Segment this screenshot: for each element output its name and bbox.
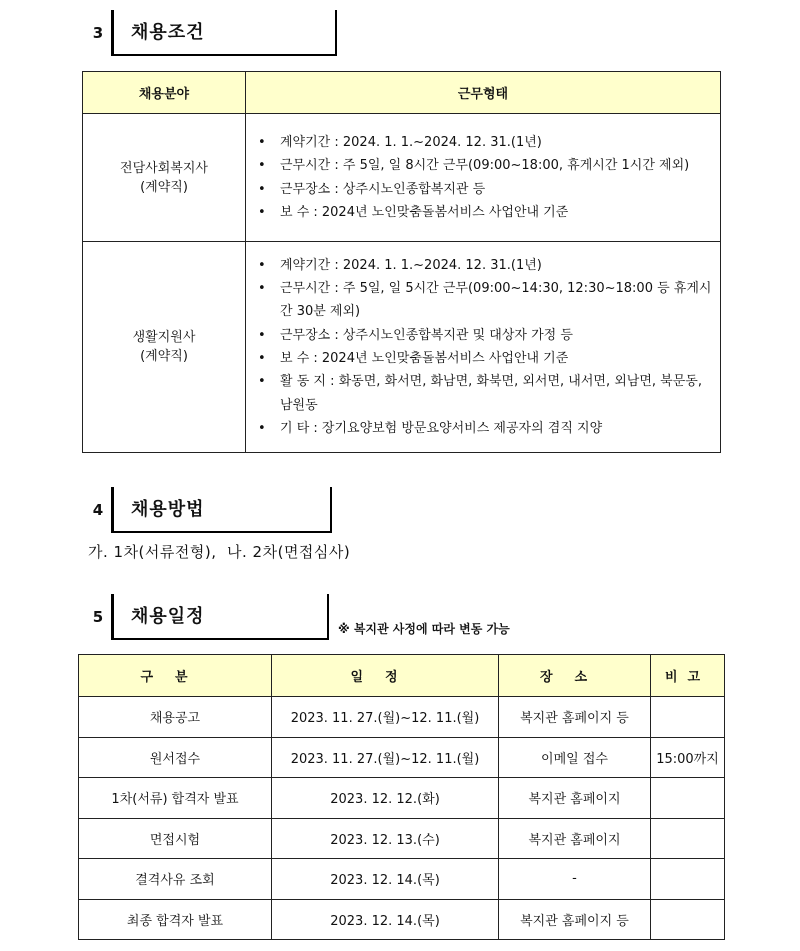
table-row — [83, 242, 721, 453]
table-header-row — [83, 72, 721, 114]
list-item: • 근무장소 : 상주시노인종합복지관 및 대상자 가정 등 — [258, 324, 712, 347]
list-item: • 보 수 : 2024년 노인맞춤돌봄서비스 사업안내 기준 — [258, 201, 712, 224]
header-place: 장소 — [499, 655, 651, 697]
header-category: 구분 — [79, 655, 272, 697]
method-text: 가. 1차(서류전형), 나. 2차(면접심사) — [88, 543, 351, 561]
list-item: • 근무시간 : 주 5일, 일 8시간 근무(09:00~18:00, 휴게시간 1시간 제외) — [258, 154, 712, 177]
table-header-row — [79, 655, 725, 697]
section-title: 채용방법 — [131, 499, 205, 520]
section-4-heading — [85, 487, 332, 533]
table-row: 1차(서류) 합격자 발표 2023. 12. 12.(화) 복지관 홈페이지 — [79, 778, 725, 819]
section-number: 3 — [92, 24, 104, 42]
schedule-table — [78, 654, 725, 940]
section-number: 5 — [92, 608, 104, 626]
table-row: 원서접수 2023. 11. 27.(월)~12. 11.(월) 이메일 접수 15:00까지 — [79, 737, 725, 778]
header-field: 채용분야 — [83, 72, 246, 114]
table-row: 결격사유 조회 2023. 12. 14.(목) - — [79, 859, 725, 900]
employment-conditions-table — [82, 71, 721, 453]
list-item: • 보 수 : 2024년 노인맞춤돌봄서비스 사업안내 기준 — [258, 347, 712, 370]
list-item: • 활 동 지 : 화동면, 화서면, 화남면, 화북면, 외서면, 내서면, 외남면, 북문동, 남원동 — [258, 370, 712, 417]
section-title: 채용일정 — [131, 606, 205, 627]
section-5-heading — [85, 594, 329, 640]
list-item: • 근무시간 : 주 5일, 일 5시간 근무(09:00~14:30, 12:30~18:00 등 휴게시간 30분 제외) — [258, 277, 712, 324]
work-type-cell — [246, 242, 721, 453]
table-row: 채용공고 2023. 11. 27.(월)~12. 11.(월) 복지관 홈페이지 등 — [79, 697, 725, 738]
section-3-heading — [85, 10, 337, 56]
schedule-note: ※ 복지관 사정에 따라 변동 가능 — [338, 622, 510, 636]
section-number: 4 — [92, 501, 104, 519]
header-remarks: 비고 — [651, 655, 725, 697]
section-title: 채용조건 — [131, 22, 205, 43]
table-row: 최종 합격자 발표 2023. 12. 14.(목) 복지관 홈페이지 등 — [79, 899, 725, 940]
work-type-cell — [246, 114, 721, 242]
list-item: • 기 타 : 장기요양보험 방문요양서비스 제공자의 겸직 지양 — [258, 417, 712, 440]
field-cell: 전담사회복지사 (계약직) — [83, 114, 246, 242]
table-row: 면접시험 2023. 12. 13.(수) 복지관 홈페이지 — [79, 818, 725, 859]
field-cell: 생활지원사 (계약직) — [83, 242, 246, 453]
table-row — [83, 114, 721, 242]
list-item: • 계약기간 : 2024. 1. 1.~2024. 12. 31.(1년) — [258, 131, 712, 154]
header-schedule: 일정 — [272, 655, 499, 697]
list-item: • 계약기간 : 2024. 1. 1.~2024. 12. 31.(1년) — [258, 254, 712, 277]
list-item: • 근무장소 : 상주시노인종합복지관 등 — [258, 178, 712, 201]
header-work-type: 근무형태 — [246, 72, 721, 114]
